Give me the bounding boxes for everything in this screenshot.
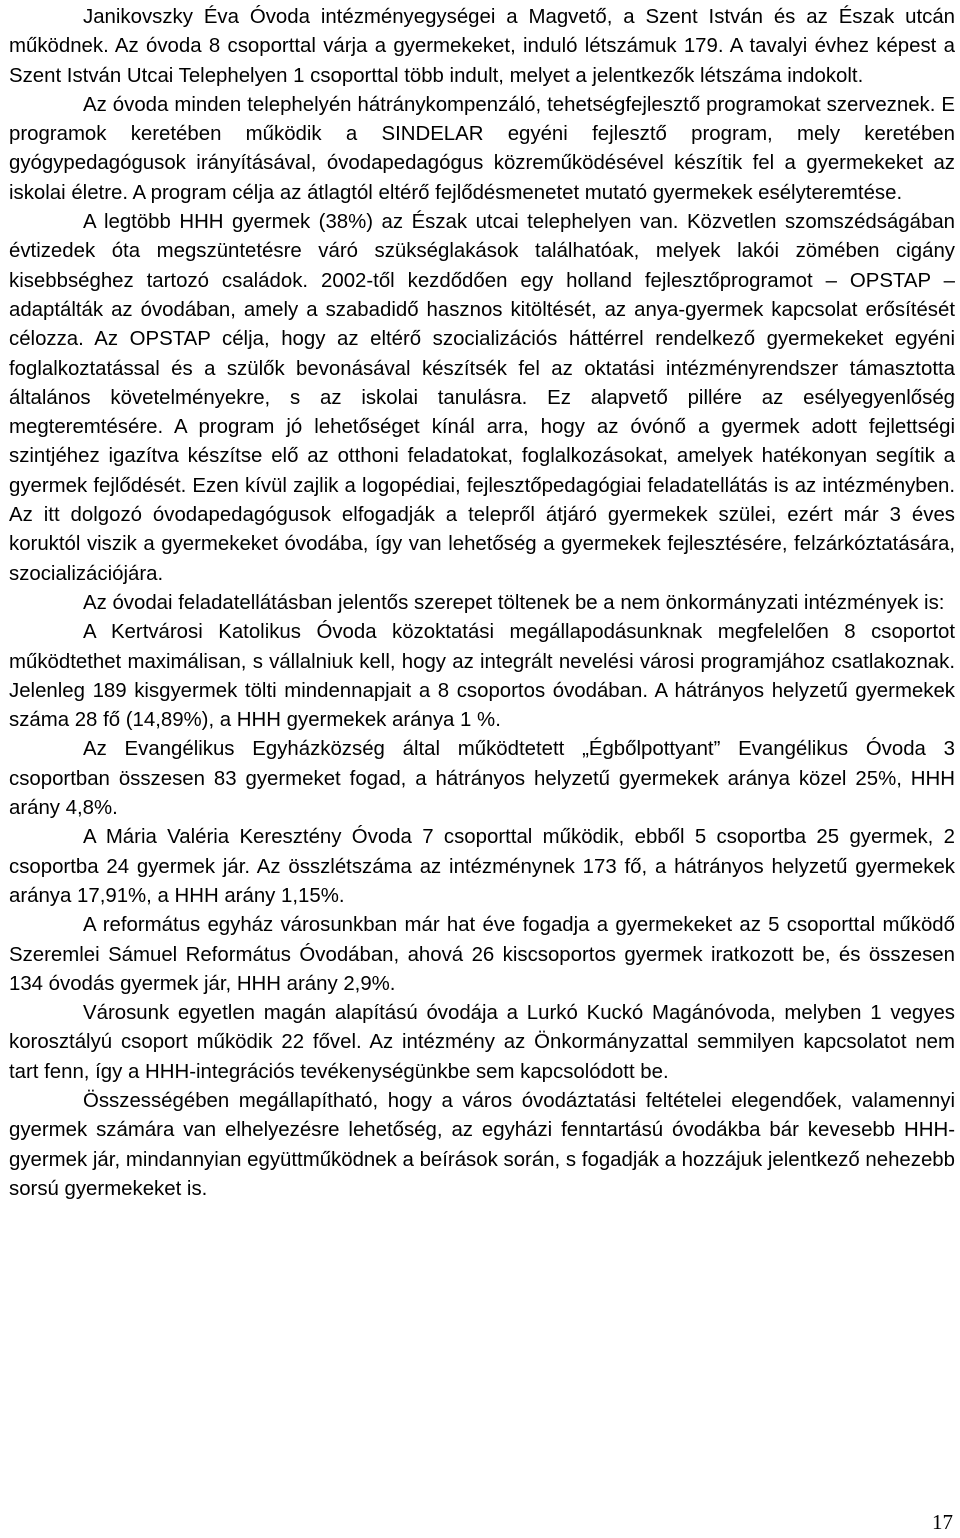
paragraph-lurko-kucko-maganovoda: Városunk egyetlen magán alapítású óvodája a Lurkó Kuckó Magánóvoda, melyben 1 vegyes korosztályú csoport működik 22 fővel. Az intézmény az Önkormányzattal semmilyen kapcsolatot nem tart fenn, így a HHH-integrációs tevékenységünkbe sem kapcsolódott be.: [9, 1002, 955, 1083]
paragraph-kertvarosi-katolikus-ovoda: A Kertvárosi Katolikus Óvoda közoktatási megállapodásunknak megfelelően 8 csoportot működtethet maximálisan, s vállalniuk kell, hogy az integrált nevelési városi programjához csatlakoznak. Jelenleg 189 kisgyermek tölti mindennapjait a 8 csoportos óvodában. A hátrányos helyzetű gyermekek száma 28 fő (14,89%), a HHH gyermekek aránya 1 %.: [9, 621, 955, 732]
paragraph-hatranykompenzalo-programok: Az óvoda minden telephelyén hátránykompenzáló, tehetségfejlesztő programokat szerveznek. E programok keretében működik a SINDELAR egyéni fejlesztő program, mely keretében gyógypedagógusok irányításával, óvodapedagógus közreműködésével készítik fel a gyermekeket az iskolai életre. A program célja az átlagtól eltérő fejlődésmenetet mutató gyermekek esélyteremtése.: [9, 93, 955, 204]
paragraph-maria-valeria-ovoda: A Mária Valéria Keresztény Óvoda 7 csoporttal működik, ebből 5 csoportba 25 gyermek, 2 csoportba 24 gyermek jár. Az összlétszáma az intézménynek 173 fő, a hátrányos helyzetű gyermekek aránya 17,91%, a HHH arány 1,15%.: [9, 826, 955, 907]
paragraph-osszegzes: Összességében megállapítható, hogy a város óvodáztatási feltételei elegendőek, valamennyi gyermek számára van elhelyezésre lehetőség, az egyházi fenntartású óvodákba bár kevesebb HHH-gyermek jár, mindannyian együttműködnek a beírások során, s fogadják a hozzájuk jelentkező nehezebb sorsú gyermekeket is.: [9, 1089, 955, 1200]
page-number: 17: [932, 1510, 953, 1534]
paragraph-eszak-utcai-telephely: A legtöbb HHH gyermek (38%) az Észak utcai telephelyen van. Közvetlen szomszédságában évtizedek óta megszüntetésre váró szükséglakások találhatóak, melyek lakói zömében cigány kisebbséghez tartozó családok. 2002-től kezdődően egy holland fejlesztőprogramot – OPSTAP – adaptálták az óvodában, amely a szabadidő hasznos kitöltését, az anya-gyermek kapcsolat erősítését célozza. Az OPSTAP célja, hogy az eltérő szocializációs háttérrel rendelkező gyermekeket egyéni foglalkoztatással és a szülők bevonásával készítsék fel az oktatási intézményrendszer támasztotta általános követelményekre, s az iskolai tanulásra. Ez alapvető pillére az esélyegyenlőség megteremtésére. A program jó lehetőséget kínál arra, hogy az óvónő a gyermek adott fejlettségi szintjéhez igazítva készítse elő az otthoni feladatokat, foglalkozásokat, amelyek hatékonyan segítik a gyermek fejlődését. Ezen kívül zajlik a logopédiai, fejlesztőpedagógiai feladatellátás is az intézményben. Az itt dolgozó óvodapedagógusok elfogadják a telepről átjáró gyermekek szülei, ezért már 3 éves koruktól viszik a gyermekeket óvodába, így van lehetőség a gyermekek fejlesztésére, felzárkóztatására, szocializációjára.: [9, 211, 955, 585]
paragraph-janikovszky-ovoda: Janikovszky Éva Óvoda intézményegységei a Magvető, a Szent István és az Észak utcán működnek. Az óvoda 8 csoporttal várja a gyermekeket, induló létszámuk 179. A tavalyi évhez képest a Szent István Utcai Telephelyen 1 csoporttal több indult, melyet a jelentkezők létszáma indokolt.: [9, 6, 955, 87]
body-text: [9, 3, 955, 1204]
paragraph-nem-onkormanyzati-intezmenyek: Az óvodai feladatellátásban jelentős szerepet töltenek be a nem önkormányzati intézmények is:: [83, 591, 945, 614]
paragraph-reformatus-ovoda: A református egyház városunkban már hat éve fogadja a gyermekeket az 5 csoporttal működő Szeremlei Sámuel Református Óvodában, ahová 26 kiscsoportos gyermek iratkozott be, és összesen 134 óvodás gyermek jár, HHH arány 2,9%.: [9, 914, 955, 995]
paragraph-evangelikus-ovoda: Az Evangélikus Egyházközség által működtetett „Égbőlpottyant” Evangélikus Óvoda 3 csoportban összesen 83 gyermeket fogad, a hátrányos helyzetű gyermekek aránya közel 25%, HHH arány 4,8%.: [9, 738, 955, 820]
